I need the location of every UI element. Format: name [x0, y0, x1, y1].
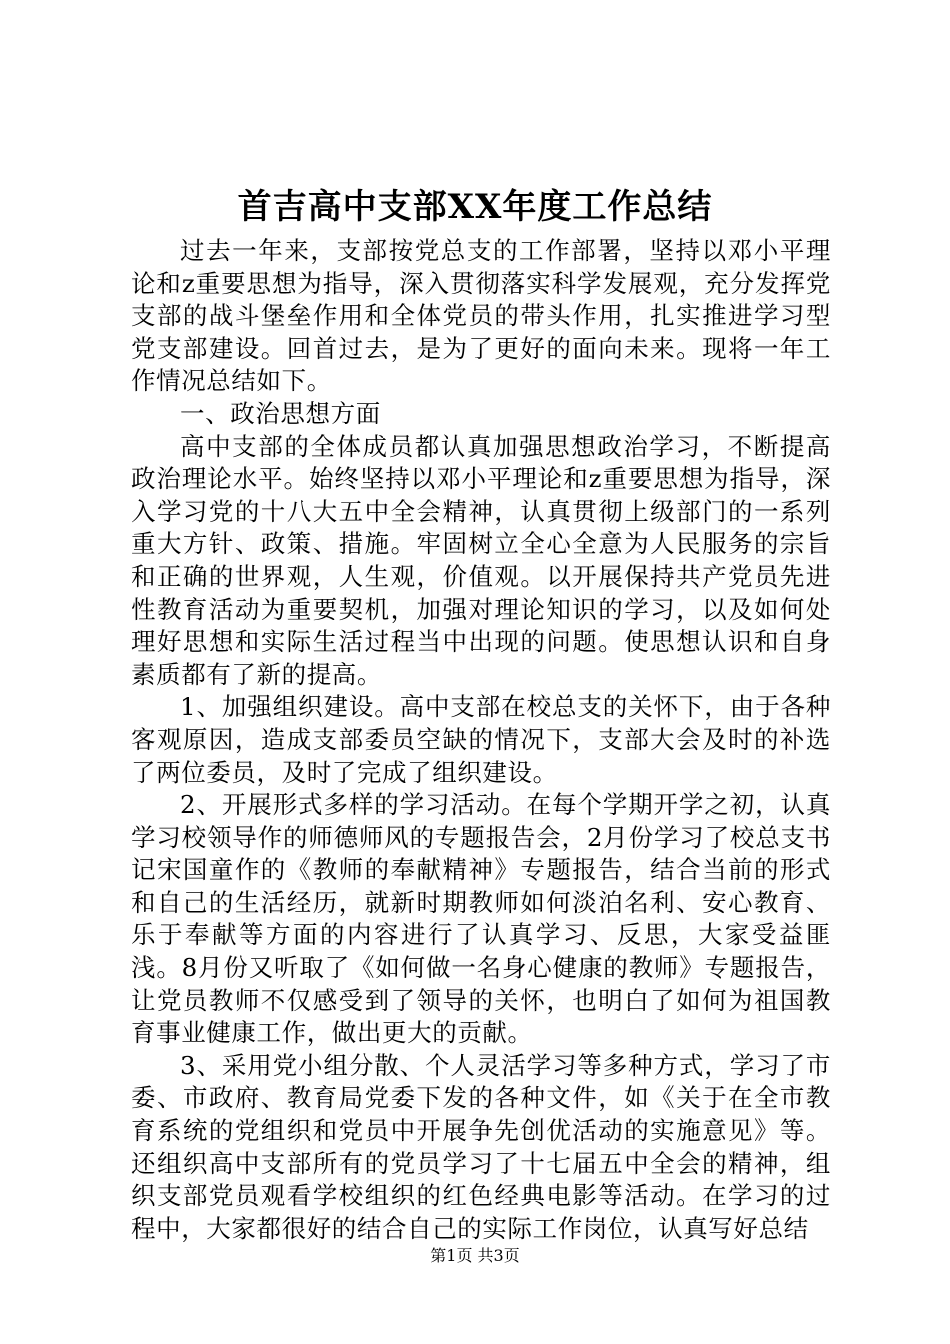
section-heading-political: 一、政治思想方面	[180, 398, 381, 428]
paragraph-item-1: 1、加强组织建设。高中支部在校总支的关怀下，由于各种客观原因，造成支部委员空缺的情况下，支部大会及时的补选了两位委员，及时了完成了组织建设。	[131, 692, 831, 787]
document-title: 首吉高中支部XX年度工作总结	[237, 187, 713, 227]
paragraph-item-3: 3、采用党小组分散、个人灵活学习等多种方式，学习了市委、市政府、教育局党委下发的各种文件，如《关于在全市教育系统的党组织和党员中开展争先创优活动的实施意见》等。还组织高中支部所有的党员学习了十七届五中全会的精神，组织支部党员观看学校组织的红色经典电影等活动。在学习的过程中，大家都很好的结合自己的实际工作岗位，认真写好总结	[131, 1050, 831, 1243]
page-footer: 第1页 共3页	[430, 1246, 520, 1265]
paragraph-intro: 过去一年来，支部按党总支的工作部署，坚持以邓小平理论和z重要思想为指导，深入贯彻落实科学发展观，充分发挥党支部的战斗堡垒作用和全体党员的带头作用，扎实推进学习型党支部建设。回首过去，是为了更好的面向未来。现将一年工作情况总结如下。	[131, 236, 831, 396]
paragraph-item-2: 2、开展形式多样的学习活动。在每个学期开学之初，认真学习校领导作的师德师风的专题报告会，2月份学习了校总支书记宋国童作的《教师的奉献精神》专题报告，结合当前的形式和自己的生活经历，就新时期教师如何淡泊名利、安心教育、乐于奉献等方面的内容进行了认真学习、反思，大家受益匪浅。8月份又听取了《如何做一名身心健康的教师》专题报告，让党员教师不仅感受到了领导的关怀，也明白了如何为祖国教育事业健康工作，做出更大的贡献。	[131, 790, 831, 1048]
document-body	[131, 235, 831, 1245]
paragraph-political-study: 高中支部的全体成员都认真加强思想政治学习，不断提高政治理论水平。始终坚持以邓小平理论和z重要思想为指导，深入学习党的十八大五中全会精神，认真贯彻上级部门的一系列重大方针、政策、措施。牢固树立全心全意为人民服务的宗旨和正确的世界观，人生观，价值观。以开展保持共产党员先进性教育活动为重要契机，加强对理论知识的学习，以及如何处理好思想和实际生活过程当中出现的问题。使思想认识和自身素质都有了新的提高。	[131, 431, 831, 689]
